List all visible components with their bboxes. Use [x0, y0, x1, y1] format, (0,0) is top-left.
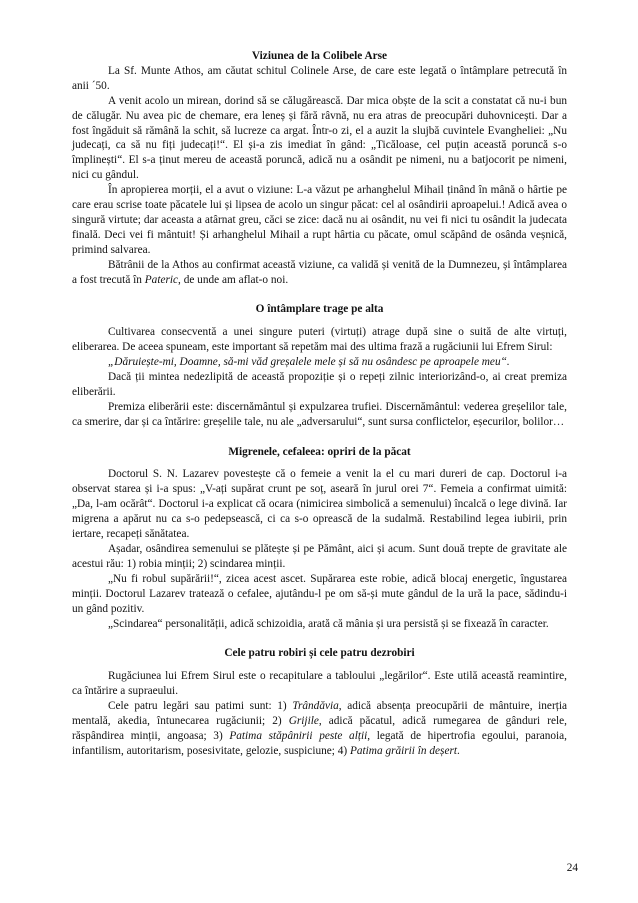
paragraph: Doctorul S. N. Lazarev povestește că o femeie a venit la el cu mari dureri de cap. Doctorul i-a observat starea și i-a spus: „V-ați supărat crunt pe soț, aseară în jurul orei 7“. Femeia a confirmat uimită: „Da, l-am ocărât“. Doctorul i-a explicat că ocara (nimicirea simbolică a semenului) încalcă o lege divină. Iar migrena a apărut nu ca s-o pedepsească, ci ca s-o oprească de la sudalmă. Restabilind legea iubirii, prin iertare, recapeți sănătatea.: [72, 468, 567, 541]
document-page: [72, 49, 567, 759]
section-gap: [72, 430, 567, 445]
paragraph: A venit acolo un mirean, dorind să se călugărească. Dar mica obște de la scit a constatat că nu-i bun de călugăr. Nu avea pic de chemare, era leneș și fără râvnă, nu era atras de preocupări duhovnicești. Dar a fost îngăduit să rămână la schit, să lucreze ca argat. Într-o zi, el a auzit la slujbă cuvintele Evangheliei: „Nu judecați, ca să nu fiți judecați!“. El și-a zis imediat în gând: „Ticăloase, cel puțin această poruncă s-o împlinești“. El s-a ținut mereu de această poruncă, adică nu a osândit pe nimeni, nu a batjocorit pe nimeni, nici cu gândul.: [72, 94, 567, 182]
paragraph: Bătrânii de la Athos au confirmat această viziune, ca validă și venită de la Dumnezeu, și întâmplarea a fost trecută în Pateric, de unde am aflat-o noi.: [72, 258, 567, 286]
paragraph: La Sf. Munte Athos, am căutat schitul Colinele Arse, de care este legată o întâmplare petrecută în anii ´50.: [72, 64, 567, 92]
prayer-quote: [72, 355, 567, 370]
paragraph: Cele patru legări sau patimi sunt: 1) Trândăvia, adică absența preocupării de mântuire, inerția mentală, akedia, întunecarea rugăciunii; 2) Grijile, adică păcatul, adică rumegarea de gânduri rele, răspândirea minții, angoasa; 3) Patima stăpânirii peste alții, legată de hipertrofia egoului, paranoia, infantilism, autoritarism, posesivitate, gelozie, suspiciune; 4) Patima grăirii în deșert.: [72, 700, 567, 757]
paragraph: Premiza eliberării este: discernământul și expulzarea trufiei. Discernământul: vederea greșelilor tale, ca smerire, dar și ca întărire: greșelile tale, nu ale „adversarului“, sunt sursa conflictelor, eșecurilor, bolilor…: [72, 400, 567, 428]
section-title-robiri: Cele patru robiri și cele patru dezrobiri: [224, 647, 415, 660]
italic-text: Patima grăirii în deșert: [349, 744, 457, 757]
paragraph: Rugăciunea lui Efrem Sirul este o recapitulare a tabloului „legărilor“. Este utilă această reamintire, ca întărire a supraeului.: [72, 670, 567, 698]
italic-text: Trândăvia: [292, 700, 339, 713]
title-gap: [72, 459, 567, 467]
paragraph: Dacă ții mintea nedezlipită de această propoziție și o repeți zilnic interiorizând-o, ai creat premiza eliberării.: [72, 371, 567, 398]
italic-text: „Dăruiește-mi, Doamne, să-mi văd greșalele mele și să nu osândesc pe aproapele meu“.: [108, 356, 510, 369]
section-gap: [72, 631, 567, 646]
paragraph: „Scindarea“ personalității, adică schizoidia, arată că mânia și ura persistă și se fixează în caracter.: [108, 617, 549, 630]
italic-text: Patima stăpânirii peste alții: [229, 729, 368, 742]
page-number: 24: [566, 862, 578, 874]
section-title-viziunea: Viziunea de la Colibele Arse: [251, 50, 388, 62]
title-gap: [72, 661, 567, 669]
paragraph: „Nu fi robul supărării!“, zicea acest ascet. Supărarea este robie, adică blocaj energetic, îngustarea minții. Doctorul Lazarev tratează o cefalee, ajutându-l pe om să-și mute gândul de la ură la pace, sădindu-i un gând pozitiv.: [72, 572, 567, 615]
italic-text: Grijile: [288, 714, 319, 727]
italic-text: Pateric: [144, 273, 179, 286]
title-gap: [72, 317, 567, 325]
paragraph: Așadar, osândirea semenului se plătește și pe Pământ, aici și acum. Sunt două trepte de gravitate ale acestui rău: 1) robia minții; 2) scindarea minții.: [72, 542, 567, 570]
section-gap: [72, 288, 567, 303]
paragraph: Cultivarea consecventă a unei singure puteri (virtuți) atrage după sine o suită de alte virtuți, eliberarea. De aceea spuneam, este important să repetăm mai des ultima frază a rugăciunii lui Efrem Sirul:: [72, 326, 567, 354]
section-title-intamplare: O întâmplare trage pe alta: [255, 303, 384, 316]
paragraph: În apropierea morții, el a avut o viziune: L-a văzut pe arhanghelul Mihail ținând în mână o hârtie pe care erau scrise toate păcatele lui și lipsea de acolo un singur păcat: cel al osândirii aproapelui.! Adică avea o singură virtute; dar aceasta a atârnat greu, căci se zice: dacă nu ai osândit, nu vei fi nici tu osândit la judecata finală. Deci vei fi mântuit! Și arhanghelul Mihail a rupt hârtia cu păcate, omul scăpând de osânda veșnică, primind salvarea.: [72, 184, 567, 256]
section-title-migrenele: Migrenele, cefaleea: opriri de la păcat: [228, 445, 411, 458]
